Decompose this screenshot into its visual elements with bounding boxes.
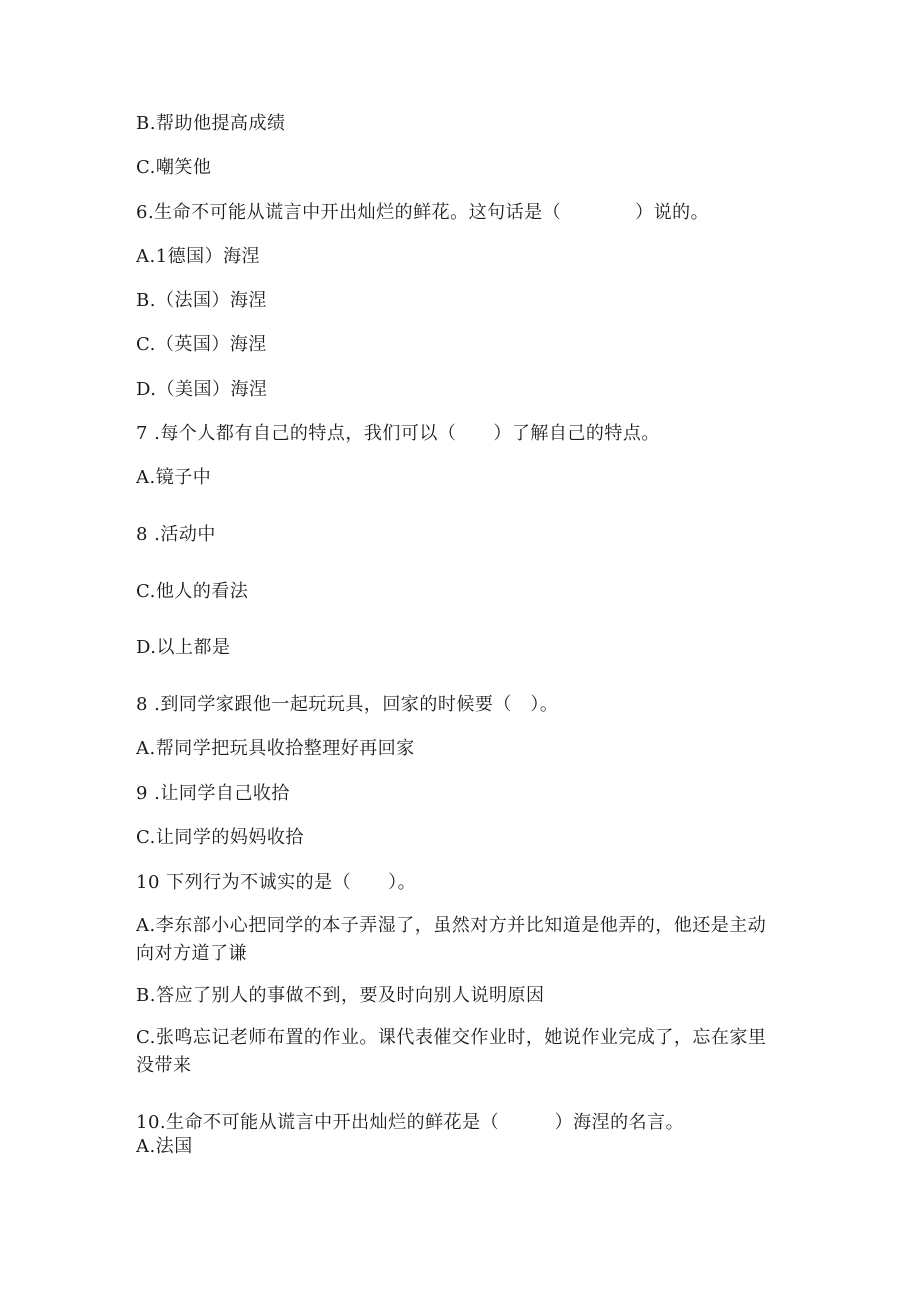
option-c-q5: C.嘲笑他	[136, 157, 212, 178]
option-a-q7: A.镜子中	[136, 467, 212, 488]
option-b-q6: B.（法国）海涅	[136, 290, 267, 311]
option-b-q5: B.帮助他提高成绩	[136, 113, 286, 134]
question-6: 6.生命不可能从谎言中开出灿烂的鲜花。这句话是（ ）说的。	[136, 202, 710, 223]
option-b-q10a: B.答应了别人的事做不到，要及时向别人说明原因	[136, 985, 545, 1006]
option-c-q10a: C.张鸣忘记老师布置的作业。课代表催交作业时，她说作业完成了，忘在家里没带来	[136, 1027, 767, 1076]
option-a-q10b: A.法国	[136, 1136, 193, 1157]
question-10a: 10 下列行为不诚实的是（ ）。	[136, 872, 417, 893]
option-d-q7: D.以上都是	[136, 637, 231, 658]
option-a-q10a: A.李东部小心把同学的本子弄湿了，虽然对方并比知道是他弄的，他还是主动向对方道了谦	[136, 915, 767, 964]
question-10b: 10.生命不可能从谎言中开出灿烂的鲜花是（ ）海涅的名言。	[136, 1112, 685, 1133]
question-7: 7 .每个人都有自己的特点，我们可以（ ）了解自己的特点。	[136, 423, 660, 444]
option-b-q8: 9 .让同学自己收拾	[136, 783, 290, 804]
option-b-q7: 8 .活动中	[136, 524, 216, 545]
option-a-q8: A.帮同学把玩具收拾整理好再回家	[136, 738, 415, 759]
option-c-q6: C.（英国）海涅	[136, 334, 267, 355]
question-8: 8 .到同学家跟他一起玩玩具，回家的时候要（ ）。	[136, 694, 559, 715]
option-c-q7: C.他人的看法	[136, 581, 249, 602]
option-c-q8: C.让同学的妈妈收拾	[136, 827, 304, 848]
option-a-q6: A.1德国）海涅	[136, 246, 261, 267]
option-d-q6: D.（美国）海涅	[136, 379, 268, 400]
